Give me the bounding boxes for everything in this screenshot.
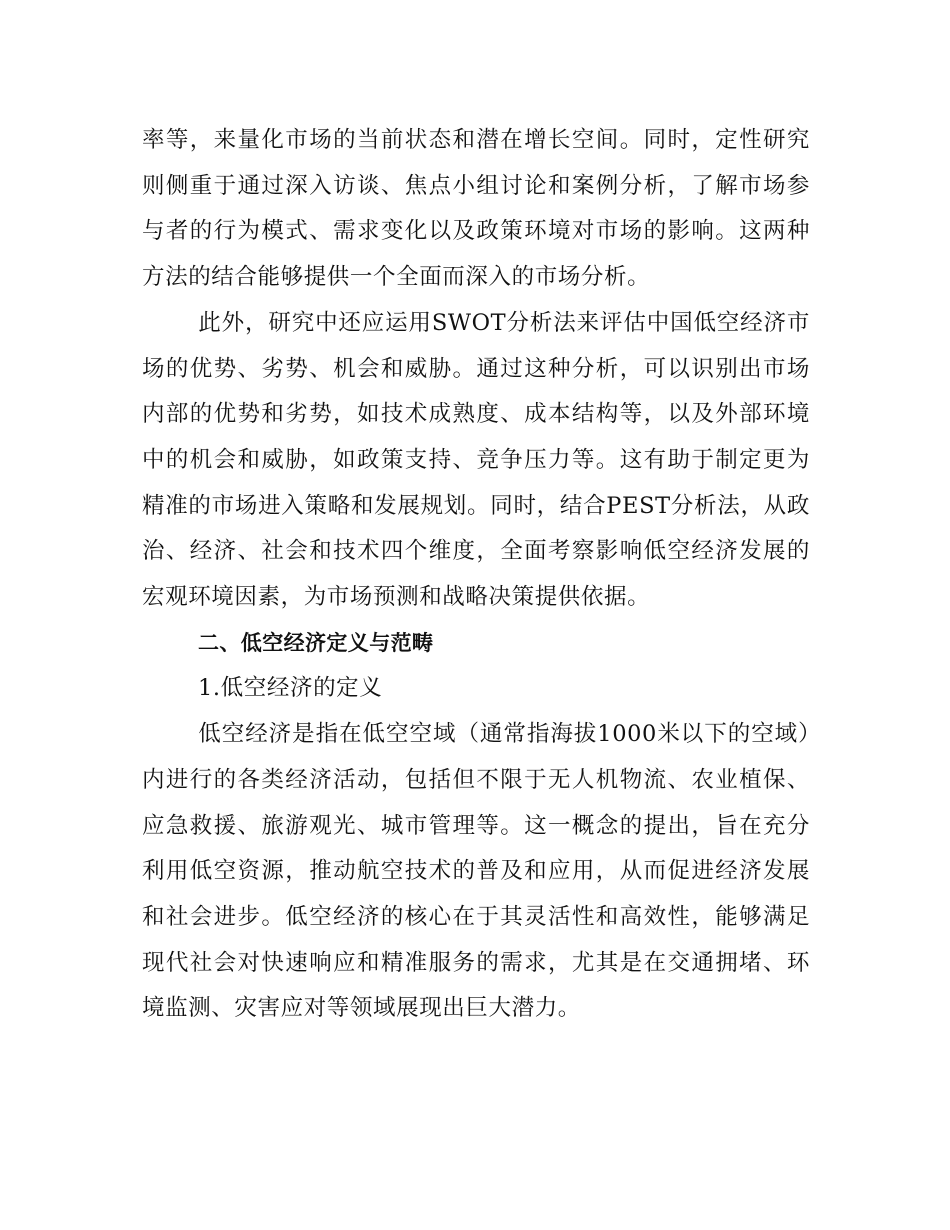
sub-heading: 1.低空经济的定义 (198, 675, 383, 702)
paragraph-definition: 低空经济是指在低空空域（通常指海拔1000米以下的空域）内进行的各类经济活动，包括但不限于无人机物流、农业植保、应急救援、旅游观光、城市管理等。这一概念的提出，旨在充分利用低空资源，推动航空技术的普及和应用，从而促进经济发展和社会进步。低空经济的核心在于其灵活性和高效性，能够满足现代社会对快速响应和精准服务的需求，尤其是在交通拥堵、环境监测、灾害应对等领域展现出巨大潜力。 (142, 721, 810, 1022)
section-heading: 二、低空经济定义与范畴 (198, 630, 434, 655)
paragraph-research-methods: 率等，来量化市场的当前状态和潜在增长空间。同时，定性研究则侧重于通过深入访谈、焦点小组讨论和案例分析，了解市场参与者的行为模式、需求变化以及政策环境对市场的影响。这两种方法的结合能够提供一个全面而深入的市场分析。 (142, 127, 810, 291)
document-body (142, 118, 810, 1032)
paragraph-swot-pest: 此外，研究中还应运用SWOT分析法来评估中国低空经济市场的优势、劣势、机会和威胁。通过这种分析，可以识别出市场内部的优势和劣势，如技术成熟度、成本结构等，以及外部环境中的机会和威胁，如政策支持、竞争压力等。这有助于制定更为精准的市场进入策略和发展规划。同时，结合PEST分析法，从政治、经济、社会和技术四个维度，全面考察影响低空经济发展的宏观环境因素，为市场预测和战略决策提供依据。 (142, 309, 810, 611)
